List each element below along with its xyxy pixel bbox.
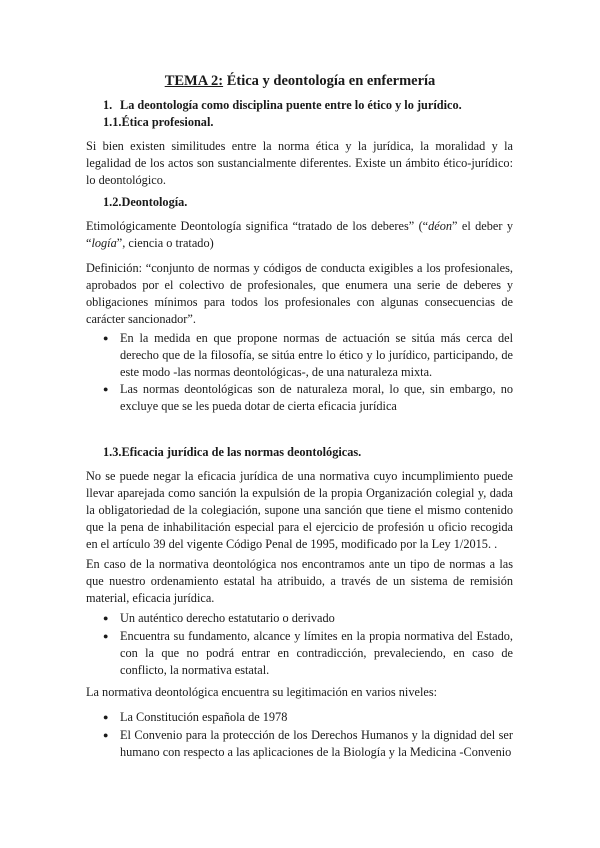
paragraph-definicion: Definición: “conjunto de normas y códigos de conducta exigibles a los profesionales, aprobados por el colectivo de profesionales, que enumera una serie de deberes y obligaciones mínimos para todos los profesionales con algunas consecuencias de carácter sancionador”. xyxy=(86,261,513,326)
bullet-icon: ● xyxy=(103,384,109,394)
paragraph-remision: En caso de la normativa deontológica nos encontramos ante un tipo de normas a las que nuestro ordenamiento estatal ha atribuido, a través de un sistema de remisión material, eficacia jurídica. xyxy=(86,557,513,605)
bullet-icon: ● xyxy=(103,333,109,343)
paragraph-legitimacion: La normativa deontológica encuentra su legitimación en varios niveles: xyxy=(86,685,438,699)
bullet-icon: ● xyxy=(103,631,109,641)
bullet-icon: ● xyxy=(103,730,109,740)
paragraph-etimologia xyxy=(86,218,513,252)
paragraph-eficacia: No se puede negar la eficacia jurídica de una normativa cuyo incumplimiento puede llevar aparejada como sanción la expulsión de la propia Organización colegial y, dada la obligatoriedad de la colegiación, supone una sanción que tiene el mismo contenido que la pena de inhabilitación especial para el ejercicio de profesión u oficio recogida en el artículo 39 del vigente Código Penal de 1995, modificado por la Ley 1/2015. . xyxy=(86,469,513,551)
list-item: En la medida en que propone normas de actuación se sitúa más cerca del derecho que de la filosofía, se sitúa entre lo ético y lo jurídico, participando, de este modo -las normas deontológicas-, de una naturaleza mixta. xyxy=(120,331,513,379)
list-item: Las normas deontológicas son de naturaleza moral, lo que, sin embargo, no excluye que se les pueda dotar de cierta eficacia jurídica xyxy=(120,382,513,413)
list-item: Un auténtico derecho estatutario o derivado xyxy=(120,611,335,625)
section-1-3-heading: 1.3.Eficacia jurídica de las normas deontológicas. xyxy=(103,445,362,459)
section-1-heading: La deontología como disciplina puente entre lo ético y lo jurídico. xyxy=(120,98,462,112)
bullet-icon: ● xyxy=(103,712,109,722)
title-text: Ética y deontología en enfermería xyxy=(223,73,436,89)
list-item: La Constitución española de 1978 xyxy=(120,710,288,724)
term-logia: logía xyxy=(91,236,117,250)
etimologia-text-b: ” el deber y “ xyxy=(86,219,514,250)
list-item: El Convenio para la protección de los Derechos Humanos y la dignidad del ser humano con respecto a las aplicaciones de la Biología y la Medicina -Convenio xyxy=(120,728,513,759)
etimologia-text-a: Etimológicamente Deontología significa “tratado de los deberes” (“ xyxy=(86,219,429,233)
section-1-2-heading: 1.2.Deontología. xyxy=(103,195,188,209)
bullet-icon: ● xyxy=(103,613,109,623)
term-deon: déon xyxy=(428,219,453,233)
title-number: TEMA 2: xyxy=(164,73,224,89)
etimologia-text-c: ”, ciencia o tratado) xyxy=(116,236,214,250)
section-1-number: 1. xyxy=(103,98,113,112)
paragraph-etica-profesional: Si bien existen similitudes entre la norma ética y la jurídica, la moralidad y la legalidad de los actos son sustancialmente diferentes. Existe un ámbito ético-jurídico: lo deontológico. xyxy=(86,139,513,187)
list-item: Encuentra su fundamento, alcance y límites en la propia normativa del Estado, con la que no podrá entrar en contradicción, prevaleciendo, en caso de conflicto, la normativa estatal. xyxy=(120,629,513,677)
section-1-1-heading: 1.1.Ética profesional. xyxy=(103,115,214,129)
page-title xyxy=(0,72,600,90)
